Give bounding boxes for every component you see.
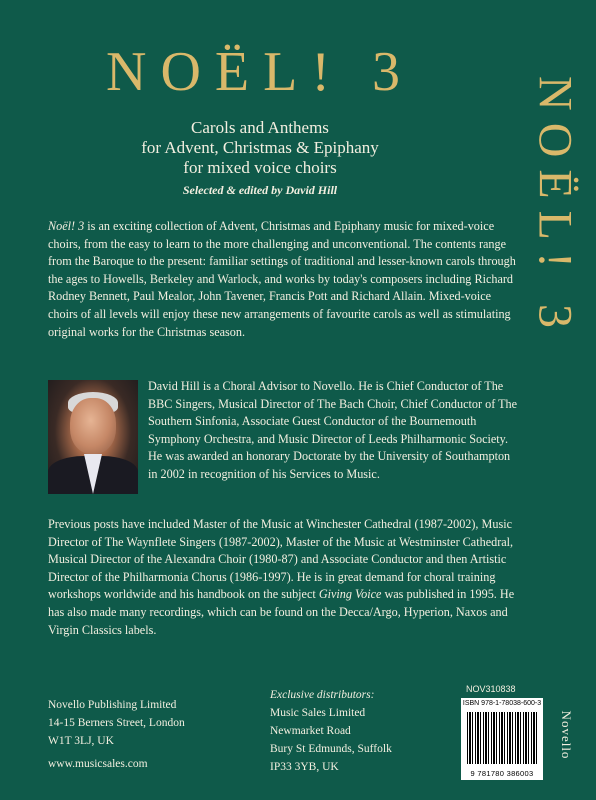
intro-paragraph (48, 218, 518, 341)
website-link[interactable]: www.musicsales.com (48, 758, 148, 770)
subtitle-line-1: Carols and Anthems (191, 118, 329, 137)
isbn-text: ISBN 978-1-78038-600-3 (462, 700, 542, 707)
isbn-barcode (461, 698, 543, 780)
catalogue-number: NOV310838 (466, 684, 516, 694)
publisher-street: 14-15 Berners Street, London (48, 717, 185, 729)
editor-credit: Selected & edited by David Hill (182, 183, 338, 197)
career-paragraph (48, 516, 518, 639)
author-bio: David Hill is a Choral Advisor to Novello. He is Chief Conductor of The BBC Singers, Musical Director of The Bach Choir, Chief Conductor of The Southern Sinfonia, Associate Guest Conductor of the Bournemouth Symphony Orchestra, and Music Director of Leeds Philharmonic Society. He was awarded an honorary Doctorate by the University of Southampton in 2002 in recognition of his Services to Music. (148, 379, 518, 481)
spine-title (528, 58, 582, 358)
author-photo (48, 380, 138, 494)
publisher-name: Novello Publishing Limited (48, 699, 177, 711)
distributor-address (270, 686, 392, 776)
publisher-brand (548, 700, 584, 770)
subtitle-line-2: for Advent, Christmas & Epiphany (141, 138, 379, 157)
subtitle-line-3: for mixed voice choirs (183, 158, 337, 177)
barcode-bars (467, 712, 539, 764)
spine-title-text: NOËL! 3 (528, 76, 582, 340)
distributor-name: Music Sales Limited (270, 707, 366, 719)
distributor-postcode: IP33 3YB, UK (270, 761, 339, 773)
brand-text: Novello (559, 710, 574, 760)
book-title-giving-voice: Giving Voice (318, 587, 382, 602)
subtitle (0, 118, 520, 178)
distributor-town: Bury St Edmunds, Suffolk (270, 743, 392, 755)
intro-lead-title: Noël! 3 (48, 219, 85, 233)
intro-text: is an exciting collection of Advent, Christmas and Epiphany music for mixed-voice choirs, from the easy to learn to the more challenging and unconventional. The contents range from the Baroque to the present: familiar settings of traditional and lesser-known carols through the ages to Howells, Berkeley and Warlock, and works by today's composers including Richard Rodney Bennett, Paul Mealor, John Tavener, Francis Pott and Richard Allain. Mixed-voice choirs of all levels will enjoy these new arrangements of favourite carols as well as stimulating original works for the Christmas season. (48, 219, 516, 339)
distributor-heading: Exclusive distributors: (270, 689, 375, 701)
publisher-address (48, 696, 185, 750)
barcode-digits: 9 781780 386003 (470, 769, 534, 778)
career-text: Previous posts have included Master of the Music at Winchester Cathedral (1987-2002), Music Director of The Waynflete Singers (1987-2002), Master of the Music at Westminster Cathedral, Musical Director of the Alexandra Choir (1980-87) and Associate Conductor and then Artistic Director of the Philharmonia Chorus (1986-1997). He is in great demand for choral training workshops worldwide and his handbook on the subject (48, 517, 514, 602)
distributor-road: Newmarket Road (270, 725, 351, 737)
publisher-postcode: W1T 3LJ, UK (48, 735, 114, 747)
book-title: NOËL! 3 (106, 41, 414, 103)
career-text-2: was published in 1995. He has also made many recordings, which can be found on the Decca/Argo, Hyperion, Naxos and Virgin Classics labels. (48, 587, 515, 637)
